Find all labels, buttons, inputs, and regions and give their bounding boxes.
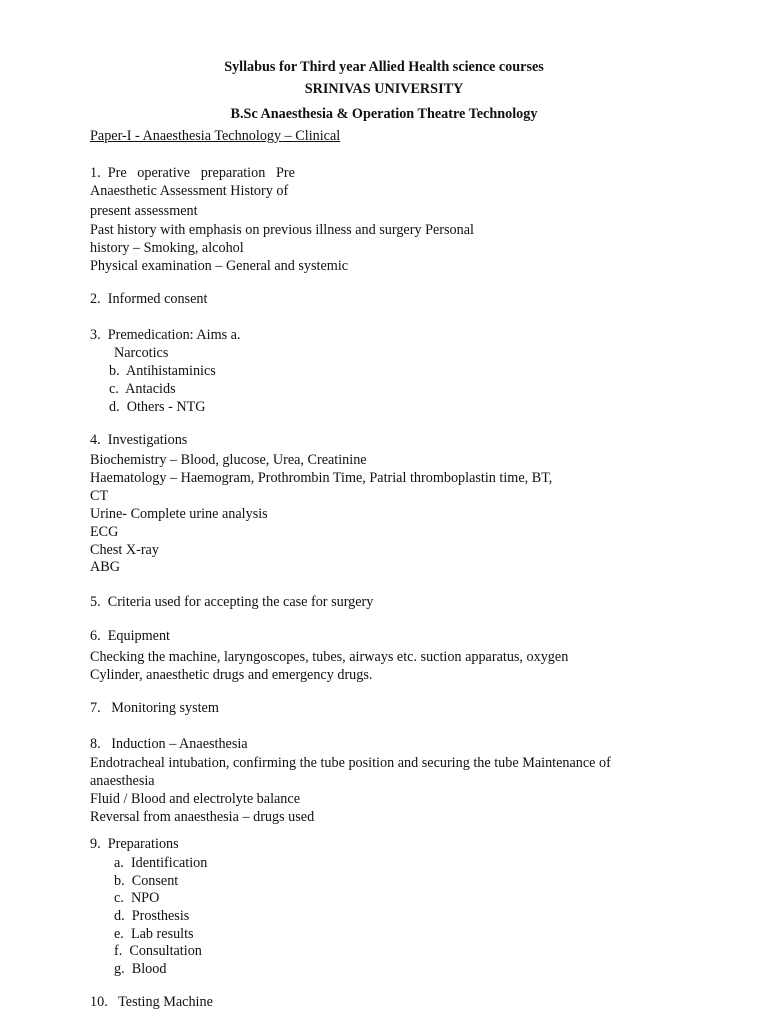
list-item: g. Blood [114,961,167,977]
section-10-heading: 10. Testing Machine [90,994,213,1010]
list-item: Narcotics [114,345,169,361]
list-item: d. Others - NTG [109,399,206,415]
section-4-line: Chest X-ray [90,542,159,558]
section-1-line: Physical examination – General and systemic [90,258,349,274]
section-6-heading: 6. Equipment [90,628,170,644]
section-9-heading: 9. Preparations [90,836,179,852]
list-item: e. Lab results [114,926,194,942]
paper-title: Paper-I - Anaesthesia Technology – Clinical [90,128,341,144]
syllabus-title: Syllabus for Third year Allied Health science courses [224,59,544,75]
section-8-heading: 8. Induction – Anaesthesia [90,736,248,752]
section-8-line: anaesthesia [90,773,155,789]
section-4-line: Urine- Complete urine analysis [90,506,268,522]
list-item: b. Antihistaminics [109,363,216,379]
section-4-line: ECG [90,524,119,540]
section-5-heading: 5. Criteria used for accepting the case for surgery [90,594,374,610]
section-1-line: Anaesthetic Assessment History of [90,183,289,199]
section-1-line: Past history with emphasis on previous illness and surgery Personal [90,222,474,238]
section-4-line: Biochemistry – Blood, glucose, Urea, Creatinine [90,452,367,468]
section-8-line: Reversal from anaesthesia – drugs used [90,809,315,825]
section-1-line: history – Smoking, alcohol [90,240,244,256]
section-2-heading: 2. Informed consent [90,291,208,307]
section-6-line: Cylinder, anaesthetic drugs and emergency drugs. [90,667,373,683]
section-6-line: Checking the machine, laryngoscopes, tubes, airways etc. suction apparatus, oxygen [90,649,569,665]
section-7-heading: 7. Monitoring system [90,700,219,716]
section-8-line: Endotracheal intubation, confirming the tube position and securing the tube Maintenance of [90,755,611,771]
section-4-line: CT [90,488,109,504]
section-8-line: Fluid / Blood and electrolyte balance [90,791,300,807]
section-3-heading: 3. Premedication: Aims a. [90,327,241,343]
section-4-heading: 4. Investigations [90,432,188,448]
university-name: SRINIVAS UNIVERSITY [304,81,464,97]
list-item: b. Consent [114,873,179,889]
list-item: c. NPO [114,890,160,906]
section-4-line: ABG [90,559,120,575]
section-1-line: present assessment [90,203,198,219]
section-4-line: Haematology – Haemogram, Prothrombin Time, Patrial thromboplastin time, BT, [90,470,553,486]
list-item: a. Identification [114,855,208,871]
course-name: B.Sc Anaesthesia & Operation Theatre Technology [230,106,538,122]
list-item: f. Consultation [114,943,202,959]
list-item: c. Antacids [109,381,176,397]
section-1-heading: 1. Pre operative preparation Pre [90,165,295,181]
list-item: d. Prosthesis [114,908,190,924]
